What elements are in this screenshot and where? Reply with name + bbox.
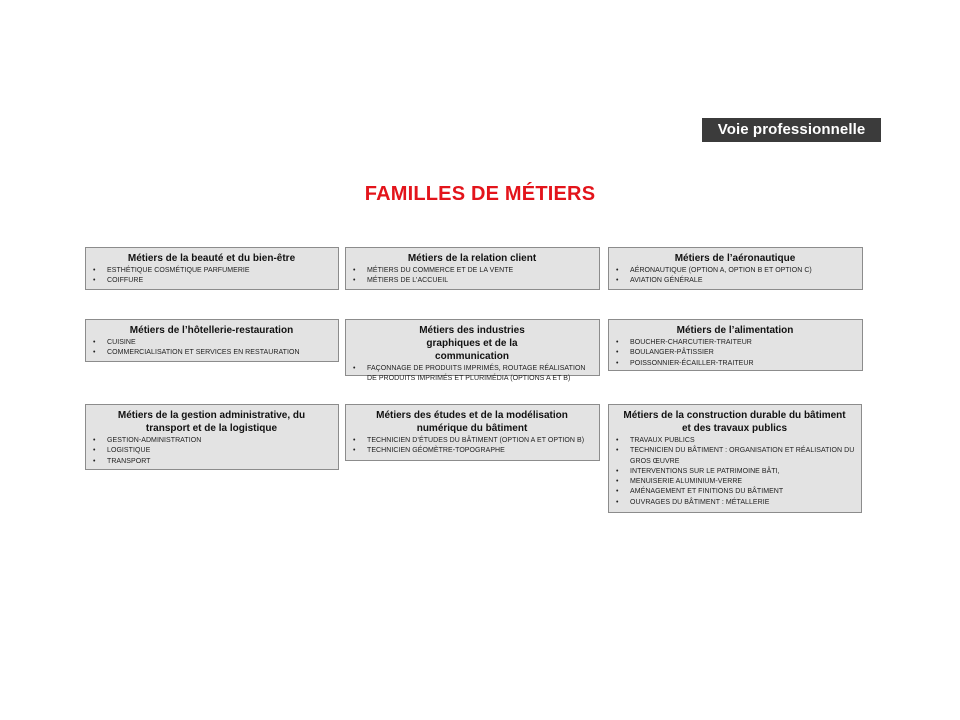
list-item: • FAÇONNAGE DE PRODUITS IMPRIMÉS, ROUTAGE RÉALISATION DE PRODUITS IMPRIMÉS ET PLURIMÉDIA (OPTIONS A ET B) <box>351 364 593 385</box>
card-gestion-administrative <box>85 404 339 470</box>
card-list <box>91 266 332 287</box>
card-title: Métiers de l’hôtellerie-restauration <box>129 325 294 336</box>
list-item: • COMMERCIALISATION ET SERVICES EN RESTAURATION <box>91 348 332 358</box>
card-list <box>614 436 855 508</box>
card-title: Métiers des industries graphiques et de la communication <box>419 325 525 362</box>
list-item: • BOUCHER-CHARCUTIER-TRAITEUR <box>614 338 856 348</box>
list-item: • ESTHÉTIQUE COSMÉTIQUE PARFUMERIE <box>91 266 332 276</box>
list-item: • LOGISTIQUE <box>91 446 332 456</box>
card-alimentation <box>608 319 863 371</box>
list-item: • MÉTIERS DE L’ACCUEIL <box>351 276 593 286</box>
card-beaute <box>85 247 339 290</box>
list-item: • AVIATION GÉNÉRALE <box>614 276 856 286</box>
list-item: • COIFFURE <box>91 276 332 286</box>
card-list <box>351 436 593 457</box>
list-item: • OUVRAGES DU BÂTIMENT : MÉTALLERIE <box>614 498 855 508</box>
page-title: FAMILLES DE MÉTIERS <box>364 183 596 205</box>
card-construction-durable <box>608 404 862 513</box>
card-list <box>614 338 856 369</box>
list-item: • AÉRONAUTIQUE (OPTION A, OPTION B ET OPTION C) <box>614 266 856 276</box>
card-title: Métiers des études et de la modélisation numérique du bâtiment <box>376 410 568 434</box>
card-relation-client <box>345 247 600 290</box>
list-item: • BOULANGER-PÂTISSIER <box>614 348 856 358</box>
voie-professionnelle-badge: Voie professionnelle <box>702 118 881 142</box>
card-title: Métiers de l’alimentation <box>676 325 794 336</box>
card-title: Métiers de l’aéronautique <box>674 253 796 264</box>
card-list <box>614 266 856 287</box>
list-item: • TECHNICIEN DU BÂTIMENT : ORGANISATION ET RÉALISATION DU GROS ŒUVRE <box>614 446 855 467</box>
list-item: • MÉTIERS DU COMMERCE ET DE LA VENTE <box>351 266 593 276</box>
list-item: • MENUISERIE ALUMINIUM-VERRE <box>614 477 855 487</box>
card-aeronautique <box>608 247 863 290</box>
list-item: • GESTION-ADMINISTRATION <box>91 436 332 446</box>
list-item: • TECHNICIEN GÉOMÈTRE-TOPOGRAPHE <box>351 446 593 456</box>
card-title: Métiers de la beauté et du bien-être <box>127 253 296 264</box>
list-item: • AMÉNAGEMENT ET FINITIONS DU BÂTIMENT <box>614 487 855 497</box>
card-title: Métiers de la relation client <box>407 253 537 264</box>
list-item: • TRANSPORT <box>91 457 332 467</box>
list-item: • TECHNICIEN D’ÉTUDES DU BÂTIMENT (OPTION A ET OPTION B) <box>351 436 593 446</box>
card-list <box>91 436 332 467</box>
list-item: • CUISINE <box>91 338 332 348</box>
card-etudes-modelisation <box>345 404 600 461</box>
list-item: • TRAVAUX PUBLICS <box>614 436 855 446</box>
card-hotellerie <box>85 319 339 362</box>
card-title: Métiers de la construction durable du bâtiment et des travaux publics <box>623 410 846 434</box>
card-title: Métiers de la gestion administrative, du transport et de la logistique <box>117 410 306 434</box>
card-industries-graphiques <box>345 319 600 383</box>
card-list <box>351 266 593 287</box>
card-list <box>351 364 593 385</box>
list-item: • POISSONNIER-ÉCAILLER-TRAITEUR <box>614 359 856 369</box>
card-list <box>91 338 332 359</box>
list-item: • INTERVENTIONS SUR LE PATRIMOINE BÂTI, <box>614 467 855 477</box>
